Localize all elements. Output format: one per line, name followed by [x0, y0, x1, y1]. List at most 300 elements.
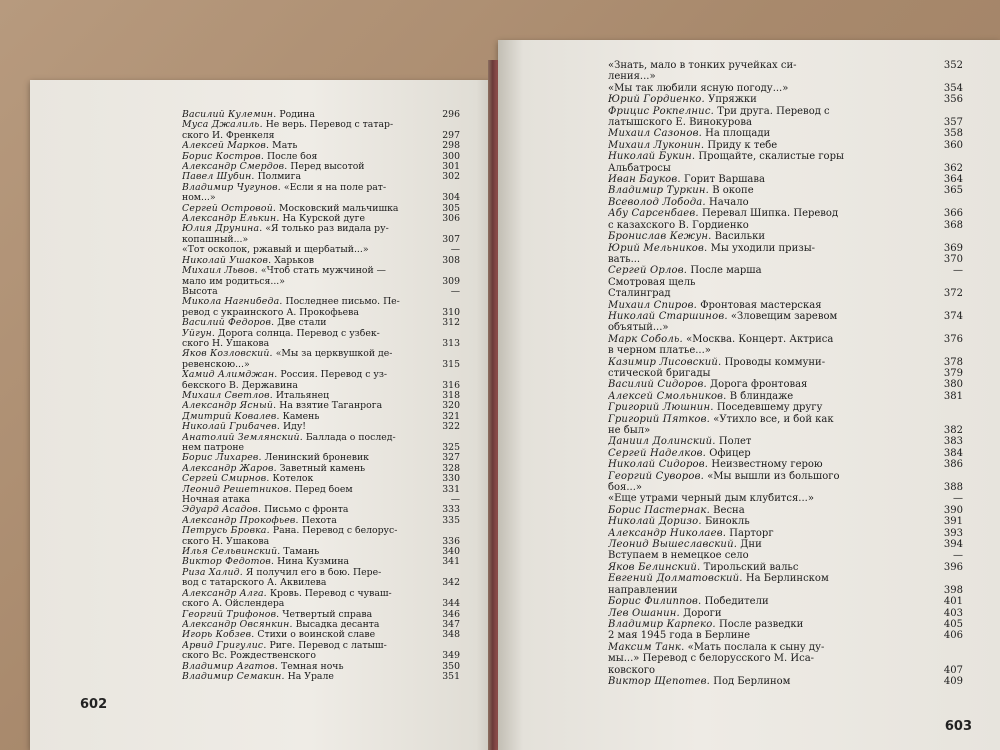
- toc-title: Не верь. Перевод с татар-: [265, 120, 394, 131]
- toc-entry: [182, 547, 460, 557]
- toc-entry: [608, 265, 963, 276]
- toc-entry: [608, 185, 963, 196]
- toc-page-number: —: [953, 550, 963, 562]
- toc-page-number: 327: [442, 453, 460, 464]
- toc-title: «Москва. Концерт. Актриса: [686, 333, 834, 345]
- toc-author: Владимир Агатов.: [182, 661, 279, 672]
- toc-entry: [608, 357, 963, 368]
- toc-entry: [608, 288, 963, 299]
- toc-author: Леонид Вышеславский.: [608, 539, 738, 551]
- toc-page-number: 330: [442, 474, 460, 485]
- toc-author: Михаил Львов.: [182, 266, 258, 277]
- toc-page-number: 336: [442, 536, 460, 547]
- toc-page-number: —: [450, 286, 460, 297]
- toc-page-number: 381: [943, 390, 963, 402]
- toc-page-number: 368: [943, 219, 963, 231]
- toc-list-right: [608, 60, 963, 687]
- toc-author: Игорь Кобзев.: [182, 630, 255, 641]
- toc-page-number: 300: [442, 151, 460, 162]
- toc-page-number: —: [953, 493, 963, 505]
- toc-page-number: 396: [943, 561, 963, 573]
- toc-entry: [608, 140, 963, 151]
- toc-entry: [608, 231, 963, 242]
- toc-entry: [182, 474, 460, 484]
- toc-entry: [608, 642, 963, 653]
- toc-page-number: 366: [943, 208, 963, 220]
- toc-author: Борис Костров.: [182, 151, 265, 162]
- toc-page-number: 360: [943, 139, 963, 151]
- toc-page-number: 308: [442, 255, 460, 266]
- toc-entry: [182, 381, 460, 391]
- toc-entry: [608, 425, 963, 436]
- toc-entry: [182, 287, 460, 297]
- toc-title: Баллада о послед-: [305, 432, 396, 443]
- toc-title: ревенскою...»: [182, 359, 250, 370]
- toc-author: Николай Доризо.: [608, 516, 702, 528]
- toc-author: Борис Лихарев.: [182, 453, 262, 464]
- toc-entry: [182, 610, 460, 620]
- toc-title: «Зловещим заревом: [730, 310, 838, 322]
- toc-title: Полет: [718, 436, 752, 448]
- toc-entry: [182, 162, 460, 172]
- toc-page-number: 398: [943, 584, 963, 596]
- toc-title: Котелок: [272, 474, 314, 485]
- toc-author: Алексей Смольников.: [608, 390, 727, 402]
- toc-entry: [608, 243, 963, 254]
- toc-title: вать...: [608, 253, 641, 265]
- toc-title: Перед высотой: [290, 162, 365, 173]
- toc-entry: [608, 676, 963, 687]
- toc-page-number: 393: [943, 527, 963, 539]
- toc-entry: [608, 300, 963, 311]
- toc-author: Бронислав Кежун.: [608, 231, 712, 243]
- toc-title: Мы уходили призы-: [710, 242, 816, 254]
- toc-author: Владимир Чугунов.: [182, 182, 281, 193]
- toc-entry: [182, 641, 460, 651]
- toc-title: После разведки: [719, 618, 804, 630]
- toc-entry: [608, 71, 963, 82]
- toc-author: Яков Козловский.: [182, 349, 273, 360]
- toc-title: Три друга. Перевод с: [717, 105, 830, 117]
- toc-title: Приду к тебе: [707, 139, 778, 151]
- toc-page-number: 382: [943, 425, 963, 436]
- toc-page-number: 365: [943, 185, 963, 197]
- toc-entry: [182, 589, 460, 599]
- toc-title: Заветный камень: [279, 463, 366, 474]
- toc-title: Иду!: [282, 422, 307, 433]
- toc-entry: [182, 443, 460, 453]
- toc-page-number: 357: [943, 117, 963, 129]
- toc-entry: [182, 110, 460, 120]
- toc-title: В блиндаже: [729, 390, 794, 402]
- toc-author: Владимир Туркин.: [608, 185, 710, 197]
- toc-author: Александр Николаев.: [608, 527, 727, 539]
- toc-title: «Тот осколок, ржавый и щербатый...»: [182, 245, 369, 256]
- left-page: [30, 80, 495, 750]
- toc-title: В окопе: [712, 185, 754, 197]
- toc-page-number: 354: [943, 82, 963, 94]
- toc-entry: [608, 402, 963, 413]
- toc-author: Василий Федоров.: [182, 318, 275, 329]
- toc-title: На площади: [705, 128, 771, 140]
- toc-title: Фронтовая мастерская: [700, 299, 822, 311]
- toc-title: бекского В. Державина: [182, 380, 298, 391]
- toc-entry: [182, 256, 460, 266]
- toc-page-number: 312: [442, 318, 460, 329]
- toc-entry: [608, 550, 963, 561]
- toc-author: Фрицис Рокпелнис.: [608, 105, 714, 117]
- toc-author: Юрий Гордиенко.: [608, 94, 705, 106]
- toc-title: «Если я на поле рат-: [283, 182, 387, 193]
- toc-author: Сергей Смирнов.: [182, 474, 270, 485]
- toc-title: Нина Кузмина: [277, 557, 350, 568]
- toc-page-number: 401: [943, 596, 963, 608]
- toc-title: ского И. Френкеля: [182, 130, 275, 141]
- toc-entry: [182, 464, 460, 474]
- toc-title: Камень: [282, 411, 320, 422]
- toc-title: Парторг: [729, 527, 774, 539]
- toc-author: Георгий Суворов.: [608, 470, 704, 482]
- toc-page-number: 369: [943, 242, 963, 254]
- toc-author: Риза Халид.: [182, 567, 243, 578]
- toc-title: вод с татарского А. Аквилева: [182, 578, 327, 589]
- toc-page-number: 297: [442, 130, 460, 141]
- toc-title: Две стали: [277, 318, 327, 329]
- toc-author: Владимир Карпеко.: [608, 618, 716, 630]
- toc-title: Высота: [182, 286, 218, 297]
- toc-author: Григорий Люшнин.: [608, 402, 714, 414]
- toc-entry: [608, 493, 963, 504]
- toc-author: Виктор Федотов.: [182, 557, 275, 568]
- toc-title: мы...» Перевод с белорусского М. Иса-: [608, 653, 815, 665]
- toc-entry: [608, 653, 963, 664]
- toc-page-number: 358: [943, 128, 963, 140]
- toc-entry: [608, 471, 963, 482]
- toc-page-number: 340: [442, 547, 460, 558]
- toc-entry: [608, 539, 963, 550]
- toc-entry: [608, 505, 963, 516]
- toc-title: Тирольский вальс: [703, 561, 799, 573]
- toc-title: «Мы так любили ясную погоду...»: [608, 82, 789, 94]
- toc-title: Мать: [272, 141, 298, 152]
- toc-title: копашный...»: [182, 234, 249, 245]
- toc-title: Харьков: [274, 255, 315, 266]
- toc-author: Георгий Трифонов.: [182, 609, 280, 620]
- toc-title: ления...»: [608, 71, 656, 83]
- toc-title: ского А. Ойслендера: [182, 599, 285, 610]
- toc-page-number: 403: [943, 607, 963, 619]
- toc-title: Офицер: [709, 447, 751, 459]
- toc-author: Василий Сидоров.: [608, 379, 707, 391]
- toc-title: Ленинский броневик: [264, 453, 369, 464]
- toc-page-number: 341: [442, 557, 460, 568]
- toc-page-number: 391: [943, 516, 963, 528]
- toc-entry: [182, 422, 460, 432]
- toc-page-number: —: [450, 245, 460, 256]
- toc-author: Леонид Решетников.: [182, 484, 292, 495]
- toc-author: Александр Алга.: [182, 588, 267, 599]
- toc-author: Лев Ошанин.: [608, 607, 680, 619]
- toc-entry: [608, 334, 963, 345]
- toc-entry: [608, 368, 963, 379]
- toc-title: Весна: [713, 504, 745, 516]
- toc-title: Ночная атака: [182, 495, 250, 506]
- toc-author: Марк Соболь.: [608, 333, 683, 345]
- toc-page-number: 306: [442, 214, 460, 225]
- toc-entry: [608, 174, 963, 185]
- toc-entry: [608, 197, 963, 208]
- toc-page-number: 305: [442, 203, 460, 214]
- toc-author: Александр Овсянкин.: [182, 619, 293, 630]
- toc-entry: [608, 128, 963, 139]
- toc-entry: [182, 360, 460, 370]
- toc-title: «Знать, мало в тонких ручейках си-: [608, 60, 797, 71]
- toc-title: ского Н. Ушакова: [182, 536, 270, 547]
- toc-author: Борис Филиппов.: [608, 596, 702, 608]
- toc-title: Горит Варшава: [683, 174, 765, 186]
- toc-page-number: 350: [442, 661, 460, 672]
- toc-title: объятый...»: [608, 322, 669, 334]
- toc-entry: [182, 630, 460, 640]
- toc-author: Максим Танк.: [608, 641, 685, 653]
- toc-entry: [182, 308, 460, 318]
- toc-author: Яков Белинский.: [608, 561, 701, 573]
- toc-page-number: 386: [943, 459, 963, 471]
- toc-entry: [608, 596, 963, 607]
- toc-author: Анатолий Землянский.: [182, 432, 303, 443]
- toc-page-number: 362: [943, 162, 963, 174]
- toc-author: Александр Смердов.: [182, 162, 288, 173]
- toc-entry: [182, 453, 460, 463]
- toc-entry: [182, 193, 460, 203]
- toc-entry: [608, 619, 963, 630]
- toc-page-number: 406: [943, 630, 963, 642]
- toc-title: Бинокль: [704, 516, 750, 528]
- toc-page-number: 315: [442, 359, 460, 370]
- toc-entry: [608, 516, 963, 527]
- toc-title: Сталинград: [608, 288, 671, 300]
- toc-author: Николай Букин.: [608, 151, 696, 163]
- toc-page-number: 346: [442, 609, 460, 620]
- toc-author: Казимир Лисовский.: [608, 356, 722, 368]
- toc-page-number: 374: [943, 310, 963, 322]
- toc-author: Иван Бауков.: [608, 174, 681, 186]
- toc-title: Рана. Перевод с белорус-: [272, 526, 398, 537]
- toc-list-left: [182, 110, 460, 682]
- toc-entry: [608, 585, 963, 596]
- toc-page-number: 390: [943, 504, 963, 516]
- toc-entry: [182, 204, 460, 214]
- toc-entry: [608, 414, 963, 425]
- toc-entry: [182, 401, 460, 411]
- toc-title: «Еще утрами черный дым клубится...»: [608, 493, 814, 505]
- toc-page-number: 344: [442, 599, 460, 610]
- toc-page-number: 379: [943, 367, 963, 379]
- toc-title: боя...»: [608, 482, 643, 494]
- toc-title: нем патроне: [182, 443, 245, 453]
- toc-author: Николай Грибачев.: [182, 422, 281, 433]
- toc-page-number: 364: [943, 174, 963, 186]
- toc-author: Сергей Наделков.: [608, 447, 707, 459]
- toc-author: Всеволод Лобода.: [608, 196, 706, 208]
- toc-page-number: 409: [943, 675, 963, 687]
- toc-entry: [182, 141, 460, 151]
- toc-title: Поседевшему другу: [716, 402, 823, 414]
- toc-title: Упряжки: [708, 94, 757, 106]
- toc-entry: [608, 482, 963, 493]
- toc-author: Николай Сидоров.: [608, 459, 709, 471]
- toc-entry: [182, 651, 460, 661]
- toc-author: Сергей Орлов.: [608, 265, 688, 277]
- toc-entry: [608, 665, 963, 676]
- toc-page-number: 407: [943, 664, 963, 676]
- toc-entry: [608, 163, 963, 174]
- toc-title: Последнее письмо. Пе-: [285, 297, 400, 308]
- toc-title: После боя: [267, 151, 318, 162]
- toc-author: Илья Сельвинский.: [182, 547, 281, 558]
- toc-entry: [182, 152, 460, 162]
- toc-title: На Урале: [287, 671, 334, 682]
- toc-title: ковского: [608, 664, 656, 676]
- toc-entry: [608, 345, 963, 356]
- toc-author: Михаил Спиров.: [608, 299, 698, 311]
- toc-author: Николай Ушаков.: [182, 255, 272, 266]
- toc-entry: [608, 277, 963, 288]
- toc-page-number: 307: [442, 234, 460, 245]
- toc-author: Алексей Марков.: [182, 141, 270, 152]
- toc-page-number: 301: [442, 162, 460, 173]
- toc-entry: [182, 224, 460, 234]
- toc-page-number: 322: [442, 422, 460, 433]
- toc-page-number: 383: [943, 436, 963, 448]
- toc-author: Сергей Островой.: [182, 203, 277, 214]
- toc-entry: [608, 608, 963, 619]
- toc-title: с казахского В. Гордиенко: [608, 219, 749, 231]
- toc-page-number: 351: [442, 671, 460, 682]
- toc-page-number: 302: [442, 172, 460, 183]
- toc-page-number: 310: [442, 307, 460, 318]
- toc-entry: [182, 183, 460, 193]
- toc-entry: [182, 370, 460, 380]
- toc-entry: [608, 562, 963, 573]
- toc-author: Александр Жаров.: [182, 463, 277, 474]
- page-number-left: 602: [80, 697, 108, 712]
- toc-page-number: 316: [442, 380, 460, 391]
- toc-entry: [608, 117, 963, 128]
- toc-title: Дни: [740, 539, 762, 551]
- toc-author: Абу Сарсенбаев.: [608, 208, 699, 220]
- toc-page-number: 342: [442, 578, 460, 589]
- toc-author: Александр Прокофьев.: [182, 515, 299, 526]
- toc-entry: [608, 83, 963, 94]
- toc-author: Юлия Друнина.: [182, 224, 263, 235]
- toc-entry: [608, 391, 963, 402]
- toc-title: Я получил его в бою. Пере-: [245, 567, 382, 578]
- toc-author: Микола Нагнибеда.: [182, 297, 283, 308]
- toc-entry: [182, 495, 460, 505]
- toc-page-number: 356: [943, 94, 963, 106]
- toc-title: Письмо с фронта: [264, 505, 349, 516]
- toc-entry: [182, 537, 460, 547]
- toc-entry: [182, 266, 460, 276]
- toc-author: Владимир Семакин.: [182, 671, 285, 682]
- toc-title: После марша: [690, 265, 762, 277]
- toc-entry: [608, 528, 963, 539]
- toc-entry: [182, 329, 460, 339]
- toc-title: «Я только раз видала ру-: [265, 224, 389, 235]
- toc-author: Эдуард Асадов.: [182, 505, 262, 516]
- toc-title: ном...»: [182, 193, 216, 204]
- toc-author: Григорий Пятков.: [608, 413, 711, 425]
- toc-title: На взятие Таганрога: [279, 401, 383, 412]
- toc-title: Под Берлином: [713, 675, 791, 687]
- toc-page-number: 405: [943, 618, 963, 630]
- toc-entry: [182, 412, 460, 422]
- toc-entry: [608, 436, 963, 447]
- toc-entry: [182, 172, 460, 182]
- toc-title: Тамань: [283, 547, 320, 558]
- toc-title: Дороги: [683, 607, 722, 619]
- toc-title: Высадка десанта: [295, 619, 380, 630]
- toc-page-number: 394: [943, 539, 963, 551]
- toc-page-number: 331: [442, 484, 460, 495]
- toc-title: «Мы за церквушкой де-: [275, 349, 393, 360]
- toc-entry: [608, 208, 963, 219]
- page-number-right: 603: [944, 719, 972, 734]
- toc-entry: [182, 578, 460, 588]
- toc-title: «Мать послала к сыну ду-: [687, 641, 825, 653]
- toc-title: Перед боем: [294, 484, 353, 495]
- toc-entry: [182, 485, 460, 495]
- toc-entry: [608, 106, 963, 117]
- toc-author: Даниил Долинский.: [608, 436, 716, 448]
- toc-page-number: 333: [442, 505, 460, 516]
- toc-title: Темная ночь: [281, 661, 344, 672]
- toc-title: Россия. Перевод с уз-: [280, 370, 388, 381]
- toc-title: ского Н. Ушакова: [182, 338, 270, 349]
- toc-title: стической бригады: [608, 367, 711, 379]
- toc-author: Михаил Луконин.: [608, 139, 705, 151]
- toc-entry: [182, 235, 460, 245]
- toc-title: Дорога солнца. Перевод с узбек-: [218, 328, 380, 339]
- toc-entry: [182, 672, 460, 682]
- toc-entry: [182, 245, 460, 255]
- toc-title: «Мы вышли из большого: [707, 470, 840, 482]
- toc-title: направлении: [608, 584, 678, 596]
- right-page: [498, 40, 1000, 750]
- toc-title: Итальянец: [275, 390, 330, 401]
- toc-entry: [608, 220, 963, 231]
- toc-entry: [608, 448, 963, 459]
- toc-author: Хамид Алимджан.: [182, 370, 278, 381]
- toc-entry: [182, 599, 460, 609]
- toc-page-number: 320: [442, 401, 460, 412]
- toc-entry: [182, 297, 460, 307]
- toc-entry: [182, 433, 460, 443]
- toc-title: Неизвестному герою: [711, 459, 823, 471]
- toc-page-number: 378: [943, 356, 963, 368]
- toc-entry: [182, 516, 460, 526]
- toc-page-number: 384: [943, 447, 963, 459]
- toc-title: Начало: [708, 196, 749, 208]
- toc-author: Михаил Светлов.: [182, 390, 273, 401]
- toc-page-number: 380: [943, 379, 963, 391]
- toc-author: Арвид Григулис.: [182, 640, 267, 651]
- toc-author: Михаил Сазонов.: [608, 128, 702, 140]
- toc-entry: [182, 391, 460, 401]
- toc-author: Борис Пастернак.: [608, 504, 710, 516]
- toc-page-number: 313: [442, 338, 460, 349]
